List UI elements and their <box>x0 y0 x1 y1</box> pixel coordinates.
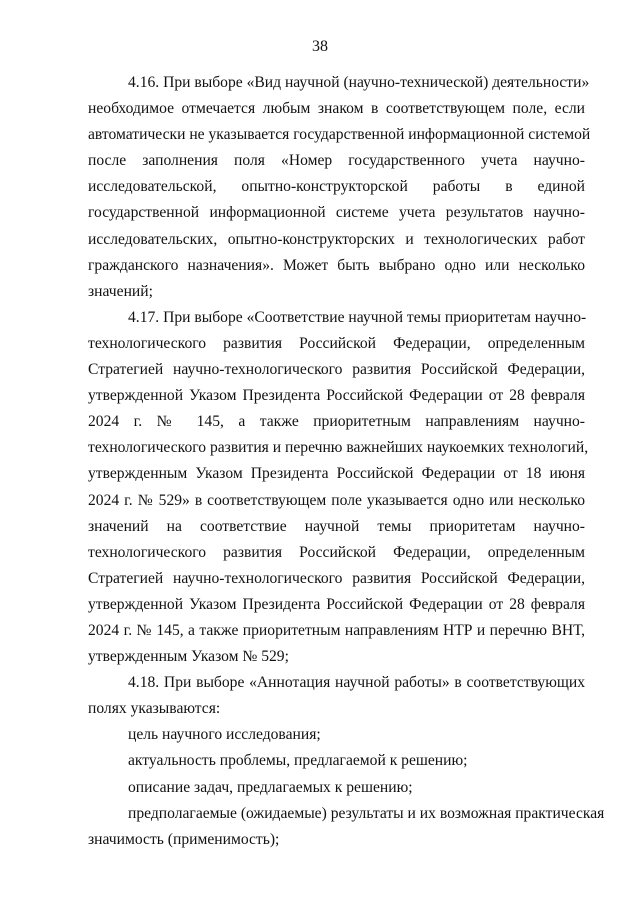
text-line: государственной информационной системе учета результатов научно- <box>88 204 585 222</box>
text-line: утвержденной Указом Президента Российской Федерации от 28 февраля <box>88 595 585 613</box>
text-line: исследовательских, опытно-конструкторских и технологических работ <box>88 230 585 248</box>
text-line: необходимое отмечается любым знаком в соответствующем поле, если <box>88 100 585 118</box>
text-line: 4.16. При выборе «Вид научной (научно-технической) деятельности» <box>128 74 590 91</box>
text-line: утвержденным Указом № 529; <box>88 648 289 666</box>
text-line: технологического развития Российской Федерации, определенным <box>88 334 585 352</box>
text-line: 2024 г. № 145, а также приоритетным направлениям НТР и перечню ВНТ, <box>88 621 585 639</box>
text-line: 2024 г. № 145, а также приоритетным направлениям научно- <box>88 413 585 431</box>
text-line: значимость (применимость); <box>88 830 280 848</box>
text-line: предполагаемые (ожидаемые) результаты и их возможная практическая <box>128 804 605 822</box>
text-line: полях указываются: <box>88 700 221 718</box>
text-line: технологического развития и перечню важнейших наукоемких технологий, <box>88 439 589 457</box>
text-line: утвержденной Указом Президента Российской Федерации от 28 февраля <box>88 387 585 405</box>
text-line: исследовательской, опытно-конструкторской работы в единой <box>88 178 585 196</box>
text-line: Стратегией научно-технологического развития Российской Федерации, <box>88 569 585 587</box>
text-line: 2024 г. № 529» в соответствующем поле указывается одно или несколько <box>88 491 585 509</box>
text-line: технологического развития Российской Федерации, определенным <box>88 543 585 561</box>
text-line: значений на соответствие научной темы приоритетам научно- <box>88 517 585 535</box>
text-line: цель научного исследования; <box>128 726 321 744</box>
text-line: после заполнения поля «Номер государственного учета научно- <box>88 152 585 170</box>
text-line: утвержденным Указом Президента Российской Федерации от 18 июня <box>88 465 585 483</box>
text-line: автоматически не указывается государственной информационной системой <box>88 126 591 144</box>
document-body <box>88 70 605 853</box>
text-line: описание задач, предлагаемых к решению; <box>128 778 413 796</box>
text-line: значений; <box>88 282 153 300</box>
text-line: 4.18. При выборе «Аннотация научной работы» в соответствующих <box>128 674 585 692</box>
text-line: гражданского назначения». Может быть выбрано одно или несколько <box>88 256 585 274</box>
text-line: Стратегией научно-технологического развития Российской Федерации, <box>88 361 585 379</box>
text-line: 4.17. При выборе «Соответствие научной темы приоритетам научно- <box>128 308 587 326</box>
page-number: 38 <box>312 38 328 55</box>
text-line: актуальность проблемы, предлагаемой к решению; <box>128 752 468 770</box>
